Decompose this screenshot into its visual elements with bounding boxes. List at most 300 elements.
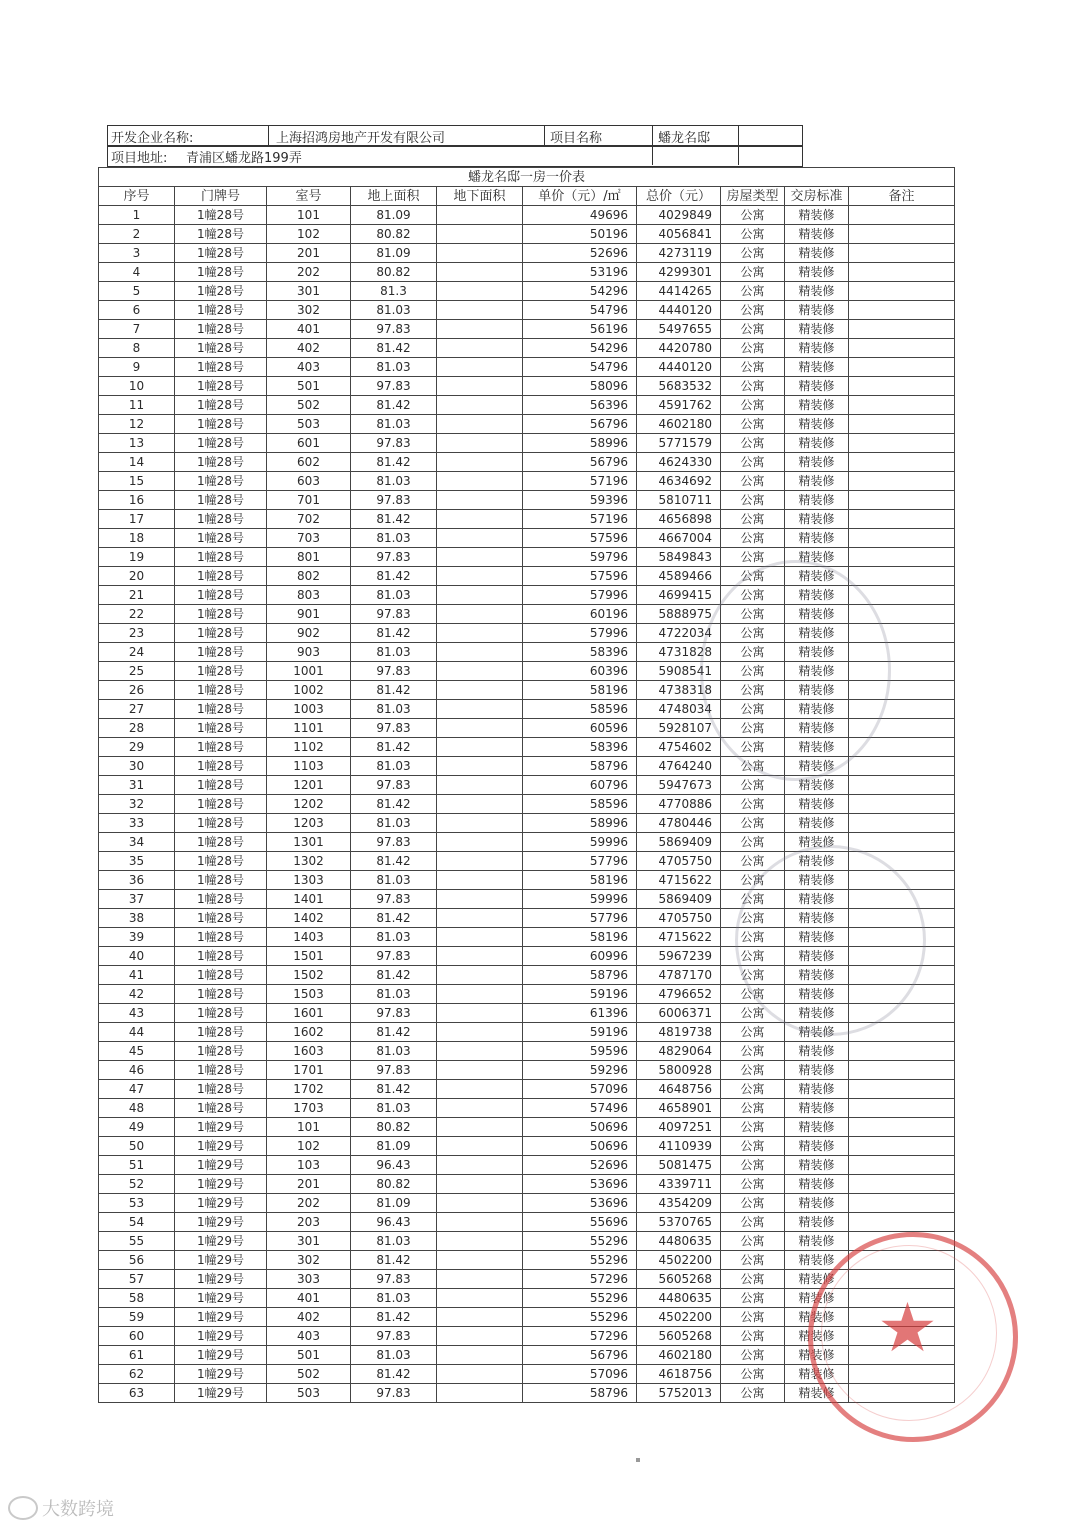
above-ground-area-cell: 97.83 (351, 434, 437, 453)
door-number-cell: 1幢28号 (175, 301, 267, 320)
above-ground-area-cell: 81.03 (351, 1346, 437, 1365)
room-number-cell: 1702 (267, 1080, 351, 1099)
above-ground-area-cell: 81.42 (351, 795, 437, 814)
door-number-cell: 1幢28号 (175, 681, 267, 700)
price-table (98, 167, 955, 1403)
unit-price-cell: 55296 (523, 1251, 637, 1270)
door-number-cell: 1幢28号 (175, 282, 267, 301)
underground-area-cell (437, 719, 523, 738)
remarks-cell (849, 1384, 955, 1403)
row-number-cell: 58 (99, 1289, 175, 1308)
underground-area-cell (437, 700, 523, 719)
row-number-cell: 44 (99, 1023, 175, 1042)
underground-area-cell (437, 947, 523, 966)
underground-area-cell (437, 814, 523, 833)
total-price-cell: 4420780 (637, 339, 721, 358)
unit-price-cell: 53196 (523, 263, 637, 282)
door-number-cell: 1幢28号 (175, 434, 267, 453)
remarks-cell (849, 909, 955, 928)
row-number-cell: 19 (99, 548, 175, 567)
underground-area-cell (437, 681, 523, 700)
house-type-cell: 公寓 (721, 719, 785, 738)
room-number-cell: 601 (267, 434, 351, 453)
delivery-standard-cell: 精装修 (785, 890, 849, 909)
room-number-cell: 1503 (267, 985, 351, 1004)
delivery-standard-cell: 精装修 (785, 472, 849, 491)
room-number-cell: 202 (267, 263, 351, 282)
row-number-cell: 1 (99, 206, 175, 225)
underground-area-cell (437, 1327, 523, 1346)
table-row (99, 415, 955, 434)
delivery-standard-cell: 精装修 (785, 1365, 849, 1384)
room-number-cell: 1203 (267, 814, 351, 833)
delivery-standard-cell: 精装修 (785, 263, 849, 282)
house-type-cell: 公寓 (721, 358, 785, 377)
total-price-cell: 5869409 (637, 833, 721, 852)
delivery-standard-cell: 精装修 (785, 1384, 849, 1403)
underground-area-cell (437, 1118, 523, 1137)
room-number-cell: 502 (267, 1365, 351, 1384)
table-row (99, 700, 955, 719)
row-number-cell: 63 (99, 1384, 175, 1403)
above-ground-area-cell: 81.03 (351, 1042, 437, 1061)
unit-price-cell: 58096 (523, 377, 637, 396)
table-row (99, 871, 955, 890)
delivery-standard-cell: 精装修 (785, 244, 849, 263)
total-price-cell: 4097251 (637, 1118, 721, 1137)
address-value: 青浦区蟠龙路199弄 (186, 151, 302, 166)
above-ground-area-cell: 81.42 (351, 1308, 437, 1327)
row-number-cell: 37 (99, 890, 175, 909)
room-number-cell: 1101 (267, 719, 351, 738)
room-number-cell: 301 (267, 282, 351, 301)
above-ground-area-cell: 81.42 (351, 738, 437, 757)
row-number-cell: 38 (99, 909, 175, 928)
total-price-cell: 5947673 (637, 776, 721, 795)
remarks-cell (849, 1251, 955, 1270)
above-ground-area-cell: 81.42 (351, 966, 437, 985)
unit-price-cell: 50696 (523, 1137, 637, 1156)
room-number-cell: 1102 (267, 738, 351, 757)
above-ground-area-cell: 81.03 (351, 1289, 437, 1308)
column-header: 室号 (267, 187, 351, 206)
house-type-cell: 公寓 (721, 1384, 785, 1403)
row-number-cell: 55 (99, 1232, 175, 1251)
delivery-standard-cell: 精装修 (785, 1080, 849, 1099)
delivery-standard-cell: 精装修 (785, 1099, 849, 1118)
underground-area-cell (437, 567, 523, 586)
door-number-cell: 1幢28号 (175, 719, 267, 738)
underground-area-cell (437, 263, 523, 282)
table-row (99, 1118, 955, 1137)
door-number-cell: 1幢29号 (175, 1175, 267, 1194)
unit-price-cell: 56196 (523, 320, 637, 339)
remarks-cell (849, 947, 955, 966)
room-number-cell: 801 (267, 548, 351, 567)
door-number-cell: 1幢28号 (175, 1080, 267, 1099)
total-price-cell: 5605268 (637, 1327, 721, 1346)
row-number-cell: 29 (99, 738, 175, 757)
row-number-cell: 16 (99, 491, 175, 510)
delivery-standard-cell: 精装修 (785, 529, 849, 548)
door-number-cell: 1幢29号 (175, 1118, 267, 1137)
house-type-cell: 公寓 (721, 1080, 785, 1099)
door-number-cell: 1幢29号 (175, 1137, 267, 1156)
delivery-standard-cell: 精装修 (785, 1118, 849, 1137)
above-ground-area-cell: 81.03 (351, 472, 437, 491)
row-number-cell: 32 (99, 795, 175, 814)
room-number-cell: 202 (267, 1194, 351, 1213)
table-row (99, 909, 955, 928)
unit-price-cell: 59796 (523, 548, 637, 567)
delivery-standard-cell: 精装修 (785, 1023, 849, 1042)
room-number-cell: 503 (267, 415, 351, 434)
house-type-cell: 公寓 (721, 985, 785, 1004)
delivery-standard-cell: 精装修 (785, 586, 849, 605)
door-number-cell: 1幢29号 (175, 1384, 267, 1403)
remarks-cell (849, 966, 955, 985)
total-price-cell: 4634692 (637, 472, 721, 491)
row-number-cell: 53 (99, 1194, 175, 1213)
room-number-cell: 1403 (267, 928, 351, 947)
table-row (99, 282, 955, 301)
table-row (99, 966, 955, 985)
unit-price-cell: 54296 (523, 282, 637, 301)
above-ground-area-cell: 81.42 (351, 339, 437, 358)
room-number-cell: 403 (267, 1327, 351, 1346)
underground-area-cell (437, 206, 523, 225)
above-ground-area-cell: 81.03 (351, 358, 437, 377)
total-price-cell: 4754602 (637, 738, 721, 757)
room-number-cell: 402 (267, 1308, 351, 1327)
door-number-cell: 1幢28号 (175, 852, 267, 871)
room-number-cell: 101 (267, 1118, 351, 1137)
unit-price-cell: 57996 (523, 624, 637, 643)
table-row (99, 833, 955, 852)
remarks-cell (849, 567, 955, 586)
above-ground-area-cell: 97.83 (351, 776, 437, 795)
delivery-standard-cell: 精装修 (785, 491, 849, 510)
row-number-cell: 24 (99, 643, 175, 662)
total-price-cell: 4110939 (637, 1137, 721, 1156)
remarks-cell (849, 643, 955, 662)
door-number-cell: 1幢28号 (175, 871, 267, 890)
unit-price-cell: 55696 (523, 1213, 637, 1232)
above-ground-area-cell: 81.42 (351, 624, 437, 643)
delivery-standard-cell: 精装修 (785, 1270, 849, 1289)
table-body (99, 206, 955, 1403)
house-type-cell: 公寓 (721, 339, 785, 358)
above-ground-area-cell: 81.42 (351, 567, 437, 586)
above-ground-area-cell: 96.43 (351, 1156, 437, 1175)
row-number-cell: 15 (99, 472, 175, 491)
delivery-standard-cell: 精装修 (785, 871, 849, 890)
room-number-cell: 201 (267, 244, 351, 263)
unit-price-cell: 55296 (523, 1289, 637, 1308)
house-type-cell: 公寓 (721, 1175, 785, 1194)
row-number-cell: 52 (99, 1175, 175, 1194)
row-number-cell: 8 (99, 339, 175, 358)
underground-area-cell (437, 453, 523, 472)
house-type-cell: 公寓 (721, 263, 785, 282)
door-number-cell: 1幢28号 (175, 320, 267, 339)
unit-price-cell: 60396 (523, 662, 637, 681)
remarks-cell (849, 320, 955, 339)
remarks-cell (849, 491, 955, 510)
delivery-standard-cell: 精装修 (785, 719, 849, 738)
table-row (99, 225, 955, 244)
unit-price-cell: 60596 (523, 719, 637, 738)
table-row (99, 491, 955, 510)
remarks-cell (849, 1213, 955, 1232)
remarks-cell (849, 377, 955, 396)
remarks-cell (849, 814, 955, 833)
total-price-cell: 4273119 (637, 244, 721, 263)
total-price-cell: 5752013 (637, 1384, 721, 1403)
column-header: 备注 (849, 187, 955, 206)
column-header: 门牌号 (175, 187, 267, 206)
unit-price-cell: 52696 (523, 244, 637, 263)
remarks-cell (849, 776, 955, 795)
house-type-cell: 公寓 (721, 1232, 785, 1251)
row-number-cell: 11 (99, 396, 175, 415)
delivery-standard-cell: 精装修 (785, 1327, 849, 1346)
room-number-cell: 102 (267, 1137, 351, 1156)
delivery-standard-cell: 精装修 (785, 225, 849, 244)
remarks-cell (849, 700, 955, 719)
unit-price-cell: 58396 (523, 738, 637, 757)
above-ground-area-cell: 81.03 (351, 301, 437, 320)
room-number-cell: 701 (267, 491, 351, 510)
house-type-cell: 公寓 (721, 662, 785, 681)
total-price-cell: 4502200 (637, 1251, 721, 1270)
total-price-cell: 4354209 (637, 1194, 721, 1213)
door-number-cell: 1幢28号 (175, 244, 267, 263)
remarks-cell (849, 548, 955, 567)
above-ground-area-cell: 81.09 (351, 244, 437, 263)
table-row (99, 605, 955, 624)
total-price-cell: 4705750 (637, 909, 721, 928)
above-ground-area-cell: 97.83 (351, 1004, 437, 1023)
door-number-cell: 1幢28号 (175, 225, 267, 244)
room-number-cell: 501 (267, 377, 351, 396)
total-price-cell: 5605268 (637, 1270, 721, 1289)
row-number-cell: 14 (99, 453, 175, 472)
door-number-cell: 1幢28号 (175, 605, 267, 624)
door-number-cell: 1幢28号 (175, 1042, 267, 1061)
house-type-cell: 公寓 (721, 1327, 785, 1346)
total-price-cell: 4624330 (637, 453, 721, 472)
remarks-cell (849, 396, 955, 415)
room-number-cell: 1002 (267, 681, 351, 700)
underground-area-cell (437, 1061, 523, 1080)
underground-area-cell (437, 1099, 523, 1118)
house-type-cell: 公寓 (721, 1061, 785, 1080)
room-number-cell: 1501 (267, 947, 351, 966)
above-ground-area-cell: 81.42 (351, 1023, 437, 1042)
above-ground-area-cell: 81.03 (351, 415, 437, 434)
unit-price-cell: 50696 (523, 1118, 637, 1137)
row-number-cell: 26 (99, 681, 175, 700)
delivery-standard-cell: 精装修 (785, 548, 849, 567)
delivery-standard-cell: 精装修 (785, 776, 849, 795)
column-header: 地下面积 (437, 187, 523, 206)
door-number-cell: 1幢28号 (175, 643, 267, 662)
door-number-cell: 1幢28号 (175, 833, 267, 852)
house-type-cell: 公寓 (721, 529, 785, 548)
remarks-cell (849, 415, 955, 434)
remarks-cell (849, 263, 955, 282)
above-ground-area-cell: 81.03 (351, 757, 437, 776)
remarks-cell (849, 510, 955, 529)
total-price-cell: 4648756 (637, 1080, 721, 1099)
total-price-cell: 5081475 (637, 1156, 721, 1175)
table-row (99, 548, 955, 567)
total-price-cell: 4780446 (637, 814, 721, 833)
table-row (99, 1099, 955, 1118)
delivery-standard-cell: 精装修 (785, 985, 849, 1004)
above-ground-area-cell: 80.82 (351, 225, 437, 244)
above-ground-area-cell: 80.82 (351, 263, 437, 282)
table-row (99, 1270, 955, 1289)
table-row (99, 586, 955, 605)
room-number-cell: 1402 (267, 909, 351, 928)
door-number-cell: 1幢28号 (175, 548, 267, 567)
underground-area-cell (437, 510, 523, 529)
table-row (99, 320, 955, 339)
unit-price-cell: 57296 (523, 1270, 637, 1289)
seal-star-icon: ★ (877, 1289, 938, 1368)
above-ground-area-cell: 81.03 (351, 643, 437, 662)
table-row (99, 358, 955, 377)
door-number-cell: 1幢28号 (175, 1023, 267, 1042)
underground-area-cell (437, 1042, 523, 1061)
table-row (99, 1384, 955, 1403)
unit-price-cell: 58596 (523, 795, 637, 814)
remarks-cell (849, 1175, 955, 1194)
remarks-cell (849, 282, 955, 301)
underground-area-cell (437, 985, 523, 1004)
unit-price-cell: 60196 (523, 605, 637, 624)
table-row (99, 1308, 955, 1327)
table-row (99, 377, 955, 396)
unit-price-cell: 57196 (523, 472, 637, 491)
door-number-cell: 1幢28号 (175, 529, 267, 548)
table-row (99, 985, 955, 1004)
remarks-cell (849, 1346, 955, 1365)
row-number-cell: 6 (99, 301, 175, 320)
room-number-cell: 1502 (267, 966, 351, 985)
room-number-cell: 603 (267, 472, 351, 491)
row-number-cell: 4 (99, 263, 175, 282)
row-number-cell: 30 (99, 757, 175, 776)
unit-price-cell: 56796 (523, 1346, 637, 1365)
door-number-cell: 1幢28号 (175, 453, 267, 472)
delivery-standard-cell: 精装修 (785, 624, 849, 643)
row-number-cell: 40 (99, 947, 175, 966)
table-row (99, 738, 955, 757)
underground-area-cell (437, 225, 523, 244)
row-number-cell: 7 (99, 320, 175, 339)
delivery-standard-cell: 精装修 (785, 1004, 849, 1023)
remarks-cell (849, 1137, 955, 1156)
door-number-cell: 1幢28号 (175, 586, 267, 605)
door-number-cell: 1幢28号 (175, 567, 267, 586)
house-type-cell: 公寓 (721, 1099, 785, 1118)
above-ground-area-cell: 97.83 (351, 890, 437, 909)
total-price-cell: 5683532 (637, 377, 721, 396)
unit-price-cell: 60796 (523, 776, 637, 795)
underground-area-cell (437, 244, 523, 263)
underground-area-cell (437, 339, 523, 358)
unit-price-cell: 56396 (523, 396, 637, 415)
underground-area-cell (437, 776, 523, 795)
above-ground-area-cell: 97.83 (351, 605, 437, 624)
total-price-cell: 4656898 (637, 510, 721, 529)
door-number-cell: 1幢29号 (175, 1232, 267, 1251)
remarks-cell (849, 681, 955, 700)
header-divider-b (544, 125, 545, 145)
house-type-cell: 公寓 (721, 1118, 785, 1137)
column-header: 地上面积 (351, 187, 437, 206)
total-price-cell: 4715622 (637, 871, 721, 890)
door-number-cell: 1幢28号 (175, 662, 267, 681)
row-number-cell: 42 (99, 985, 175, 1004)
house-type-cell: 公寓 (721, 1365, 785, 1384)
delivery-standard-cell: 精装修 (785, 358, 849, 377)
room-number-cell: 1001 (267, 662, 351, 681)
row-number-cell: 21 (99, 586, 175, 605)
underground-area-cell (437, 1289, 523, 1308)
room-number-cell: 402 (267, 339, 351, 358)
room-number-cell: 501 (267, 1346, 351, 1365)
table-row (99, 1232, 955, 1251)
house-type-cell: 公寓 (721, 909, 785, 928)
total-price-cell: 6006371 (637, 1004, 721, 1023)
underground-area-cell (437, 1194, 523, 1213)
remarks-cell (849, 1365, 955, 1384)
door-number-cell: 1幢28号 (175, 358, 267, 377)
above-ground-area-cell: 96.43 (351, 1213, 437, 1232)
underground-area-cell (437, 1365, 523, 1384)
table-row (99, 453, 955, 472)
above-ground-area-cell: 81.42 (351, 1365, 437, 1384)
total-price-cell: 4591762 (637, 396, 721, 415)
house-type-cell: 公寓 (721, 206, 785, 225)
delivery-standard-cell: 精装修 (785, 833, 849, 852)
house-type-cell: 公寓 (721, 947, 785, 966)
door-number-cell: 1幢28号 (175, 928, 267, 947)
row-number-cell: 27 (99, 700, 175, 719)
door-number-cell: 1幢28号 (175, 795, 267, 814)
remarks-cell (849, 472, 955, 491)
room-number-cell: 1602 (267, 1023, 351, 1042)
total-price-cell: 4699415 (637, 586, 721, 605)
door-number-cell: 1幢29号 (175, 1365, 267, 1384)
underground-area-cell (437, 1346, 523, 1365)
unit-price-cell: 54796 (523, 301, 637, 320)
table-row (99, 1061, 955, 1080)
room-number-cell: 1401 (267, 890, 351, 909)
remarks-cell (849, 1004, 955, 1023)
room-number-cell: 502 (267, 396, 351, 415)
above-ground-area-cell: 97.83 (351, 719, 437, 738)
remarks-cell (849, 757, 955, 776)
door-number-cell: 1幢28号 (175, 377, 267, 396)
unit-price-cell: 57796 (523, 909, 637, 928)
remarks-cell (849, 244, 955, 263)
delivery-standard-cell: 精装修 (785, 1042, 849, 1061)
